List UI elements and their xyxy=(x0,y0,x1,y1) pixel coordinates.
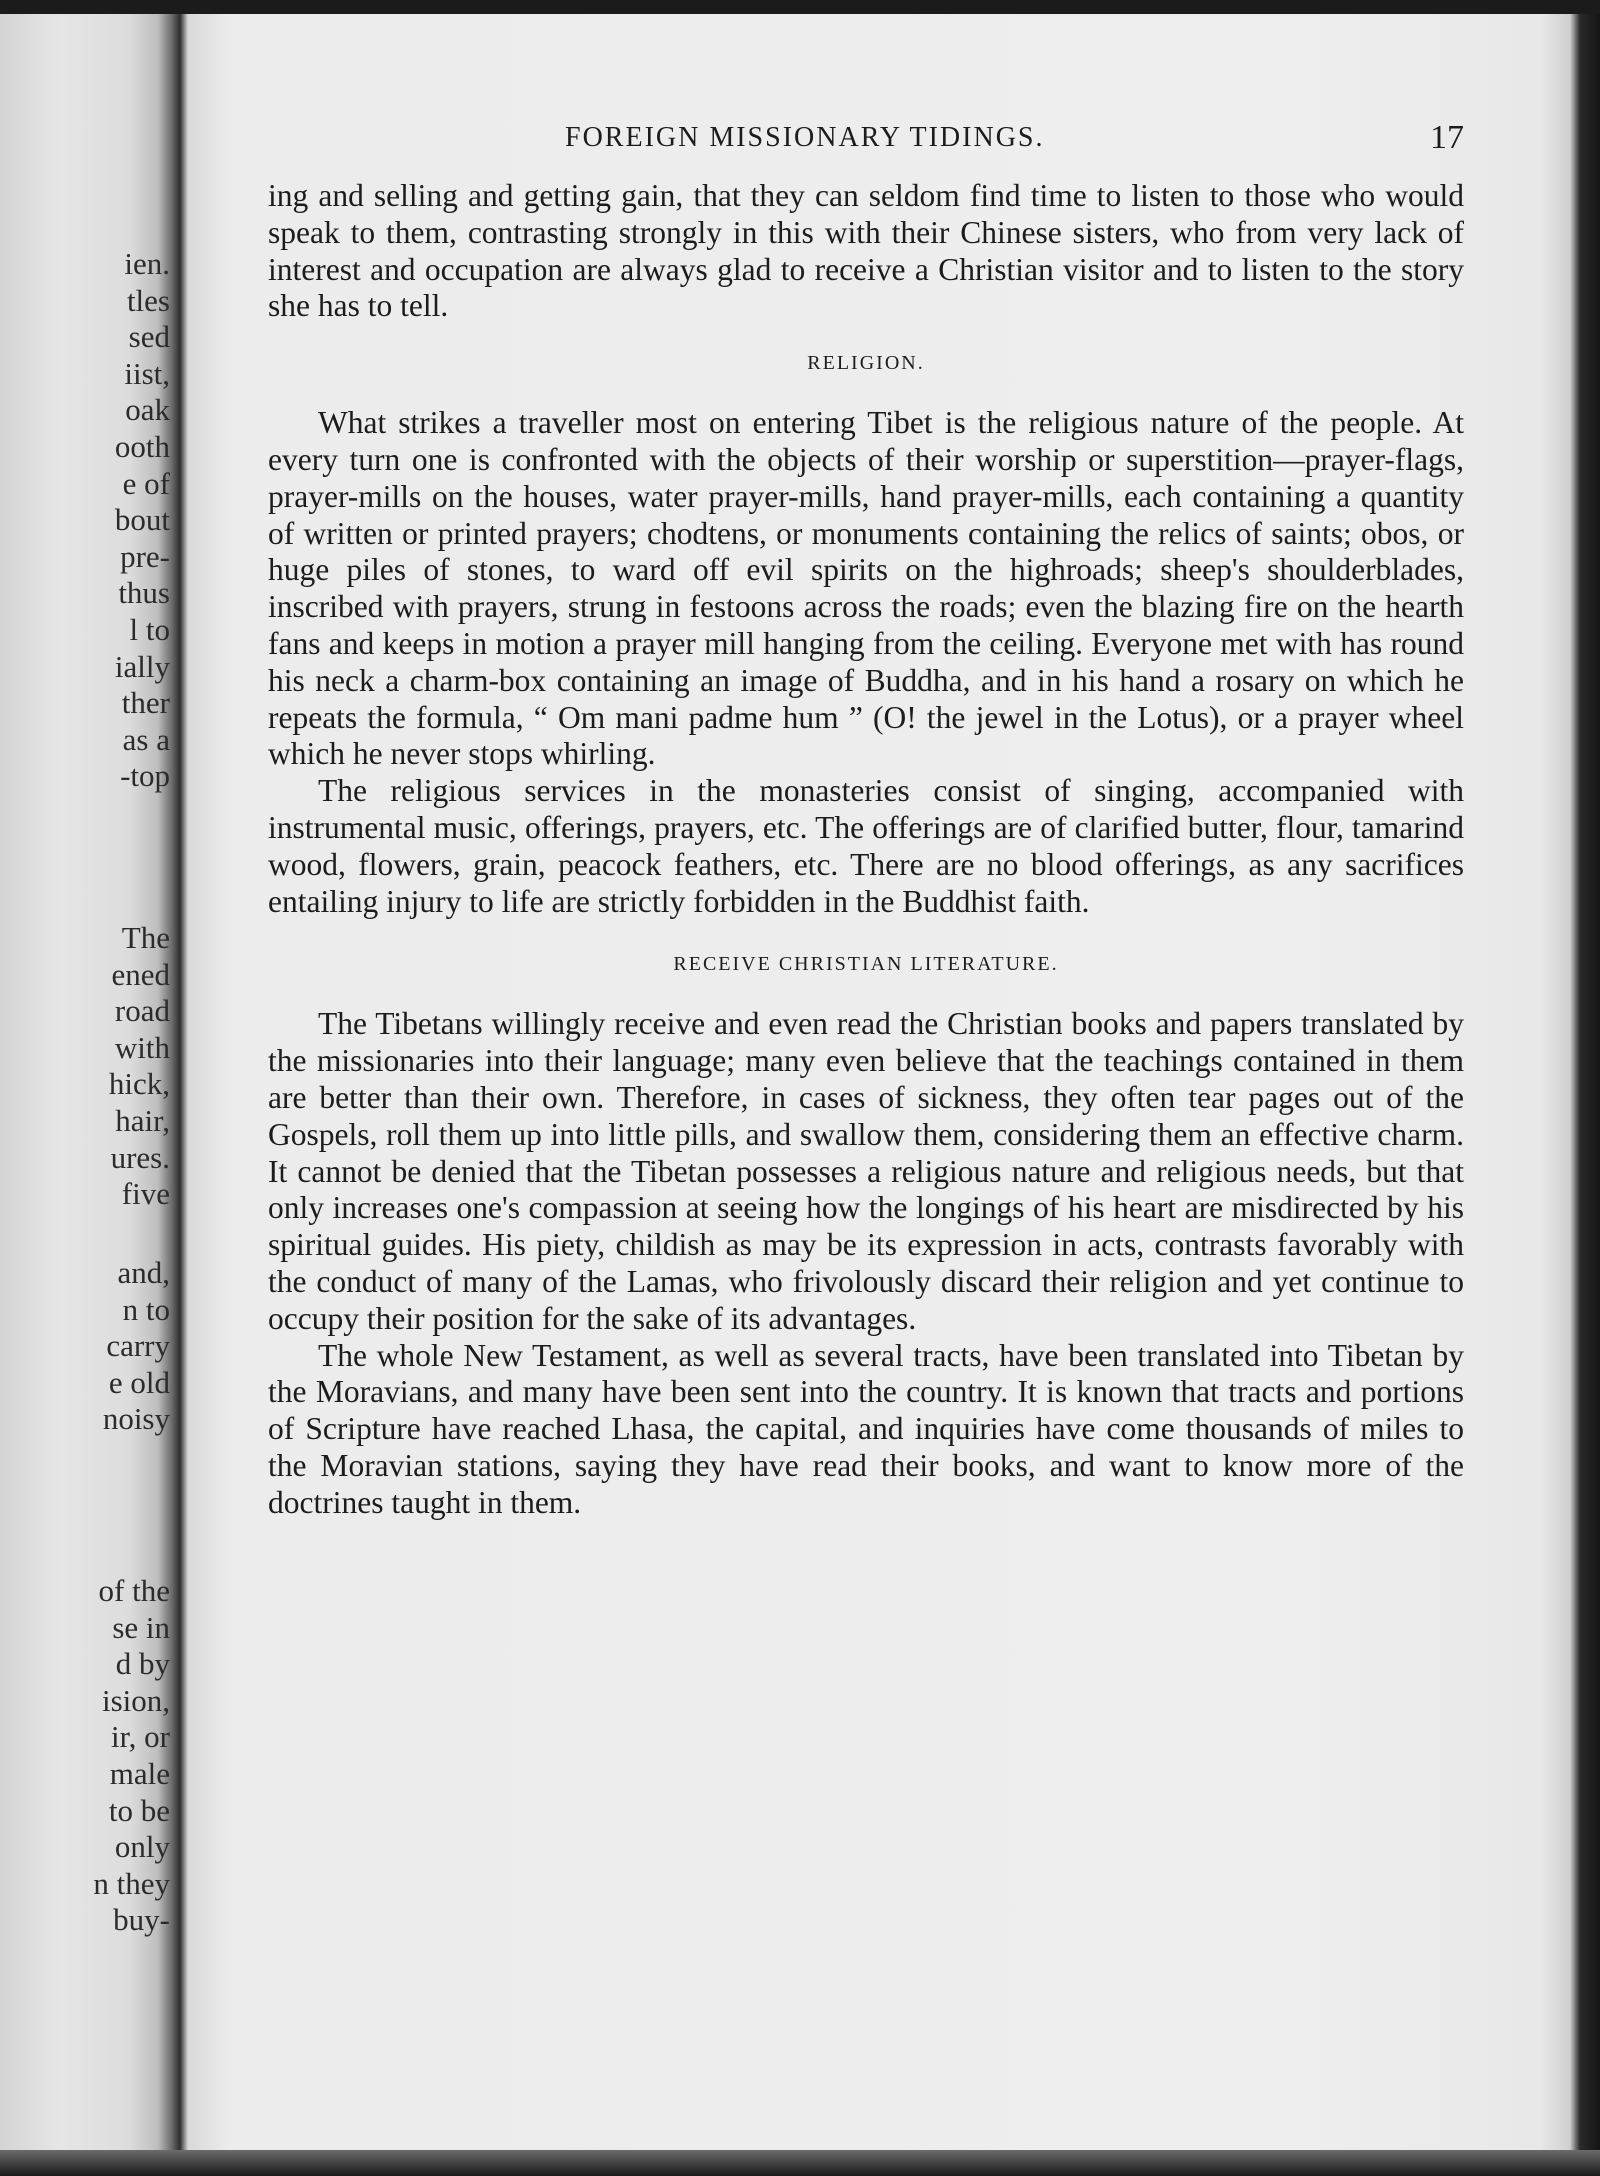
left-page-line: tles xyxy=(126,282,170,318)
left-page-line: sed xyxy=(128,319,170,355)
running-head xyxy=(268,118,1464,178)
left-page-line: male xyxy=(109,1756,170,1791)
left-page-line: to be xyxy=(108,1792,170,1828)
left-page-line: e of xyxy=(122,465,170,501)
left-page-line: se in xyxy=(112,1609,170,1645)
left-page-line: ther xyxy=(121,685,170,721)
left-page-line: road xyxy=(114,993,170,1029)
left-page-line: ir, or xyxy=(110,1719,170,1755)
left-page-line: hair, xyxy=(115,1103,170,1138)
religion-paragraph-1: What strikes a traveller most on entering Tibet is the religious nature of the people. At every turn one is confronted with the objects of their worship or superstition—prayer-flags, prayer-mills on the houses, water prayer-mills, hand prayer-mills, each containing a quantity of written or printed prayers; chodtens, or monuments containing the relics of saints; obos, or huge piles of stones, to ward off evil spirits on the highroads; sheep's shoulderblades, inscribed with prayers, strung in festoons across the roads; even the blazing fire on the hearth fans and keeps in motion a prayer mill hanging from the ceiling. Everyone met with has round his neck a charm-box containing an image of Buddha, and in his hand a rosary on which he repeats the formula, “ Om mani padme hum ” (O! the jewel in the Lotus), or a prayer wheel which he never stops whirling. xyxy=(268,405,1464,772)
left-page-line: bout xyxy=(114,502,170,538)
left-page-line: ures. xyxy=(110,1139,170,1175)
left-page-fragment xyxy=(0,0,170,2140)
literature-paragraph-1: The Tibetans willingly receive and even read the Christian books and papers translated by the missionaries into their language; many even believe that the teachings contained in them are better than their own. Therefore, in cases of sickness, they often tear pages out of the Gospels, roll them up into little pills, and swallow them, considering them an effective charm. It cannot be denied that the Tibetan possesses a religious nature and religious needs, but that only increases one's compassion at seeing how the longings of his heart are misdirected by his spiritual guides. His piety, childish as may be its expression in acts, contrasts favorably with the conduct of many of the Lamas, who frivolously discard their religion and yet continue to occupy their position for the sake of its advantages. xyxy=(268,1006,1464,1336)
left-page-line: ially xyxy=(114,648,170,684)
left-page-line: carry xyxy=(106,1328,170,1364)
left-page-line: l to xyxy=(129,612,170,647)
section-heading-religion: RELIGION. xyxy=(807,352,925,375)
left-page-line: of the xyxy=(98,1573,170,1608)
left-page-line: only xyxy=(114,1829,170,1865)
left-page-line: -top xyxy=(120,758,170,794)
left-page-line: ien. xyxy=(124,246,170,281)
left-page-line: as a xyxy=(122,721,170,757)
left-page-line: oak xyxy=(125,392,170,428)
left-page-line: ision, xyxy=(101,1682,170,1718)
left-page-line: buy- xyxy=(113,1902,170,1938)
left-page-line: hick, xyxy=(108,1066,170,1102)
left-page-line: noisy xyxy=(102,1401,170,1437)
left-page-line: n to xyxy=(122,1291,170,1327)
left-page-line: with xyxy=(114,1029,170,1065)
top-page-edge xyxy=(0,0,1600,14)
left-page-line: iist, xyxy=(124,355,170,391)
left-page-line: ened xyxy=(111,956,170,992)
running-title: FOREIGN MISSIONARY TIDINGS. xyxy=(565,122,1045,153)
left-page-line: thus xyxy=(118,575,170,611)
left-page-line: five xyxy=(121,1176,170,1212)
left-page-line: ooth xyxy=(114,429,170,464)
literature-paragraph-2: The whole New Testament, as well as several tracts, have been translated into Tibetan by the Moravians, and many have been sent into the country. It is known that tracts and portions of Scripture have reached Lhasa, the capital, and inquiries have come thousands of miles to the Moravian stations, saying they have read their books, and want to know more of the doctrines taught in them. xyxy=(268,1337,1464,1520)
left-page-line: The xyxy=(121,920,170,955)
left-page-line: and, xyxy=(117,1255,170,1290)
left-page-line: e old xyxy=(108,1364,170,1400)
section-heading-literature: RECEIVE CHRISTIAN LITERATURE. xyxy=(673,953,1059,976)
opening-paragraph: ing and selling and getting gain, that they can seldom find time to listen to those who would speak to them, contrasting strongly in this with their Chinese sisters, who from very lack of interest and occupation are always glad to receive a Christian visitor and to listen to the story she has to tell. xyxy=(268,178,1464,324)
left-page-line: n they xyxy=(93,1865,170,1901)
right-page xyxy=(268,118,1464,1522)
religion-paragraph-2: The religious services in the monasteries consist of singing, accompanied with instrumental music, offerings, prayers, etc. The offerings are of clarified butter, flour, tamarind wood, flowers, grain, peacock feathers, etc. There are no blood offerings, as any sacrifices entailing injury to life are strictly forbidden in the Buddhist faith. xyxy=(268,773,1464,919)
left-page-line: pre- xyxy=(120,538,170,574)
bottom-page-edge xyxy=(0,2150,1600,2176)
left-page-line: d by xyxy=(115,1646,170,1682)
page-number: 17 xyxy=(1430,119,1464,156)
